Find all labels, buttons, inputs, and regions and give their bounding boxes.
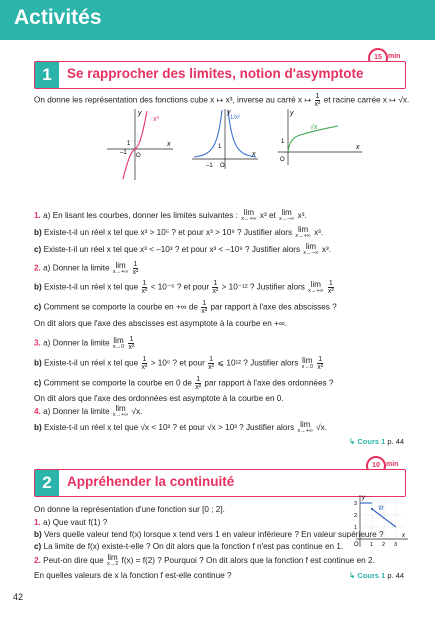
svg-text:1: 1 xyxy=(127,141,131,147)
course-reference-1[interactable]: ↳ Cours 1 p. 44 xyxy=(349,437,405,446)
s2-question-1c: c) La limite de f(x) existe-t-elle ? On dit alors que la fonction f n'est pas continue en 1. xyxy=(34,542,344,551)
svg-text:3: 3 xyxy=(354,501,358,507)
course-reference-2[interactable]: ↳ Cours 1 p. 44 xyxy=(349,571,405,580)
s2-question-2: 2. Peut-on dire que lim x→2 f(x) = f(2) ? Pourquoi ? On dit alors que la fonction f est continue en 2. xyxy=(34,553,375,567)
svg-text:x: x xyxy=(167,141,171,148)
svg-text:O: O xyxy=(220,163,225,169)
svg-text:y: y xyxy=(362,495,365,501)
question-2b: b) Existe-t-il un réel x tel que $\frac{1}{\text{x²}}$ < 10⁻⁶ ? et pour $\frac{1}{\text{x²}}$ > 10⁻¹² ? Justifier alors lim x→+∞ $\frac{1}{\text{x²}}$ xyxy=(34,279,334,295)
cube-curve-label: x³ xyxy=(153,116,159,123)
graph-inverse-square xyxy=(190,107,260,172)
svg-text:x: x xyxy=(356,144,360,151)
page-number: 42 xyxy=(13,592,24,602)
svg-text:2: 2 xyxy=(354,513,358,519)
svg-text:x: x xyxy=(252,151,256,158)
svg-text:3: 3 xyxy=(394,542,398,548)
svg-text:1: 1 xyxy=(370,542,374,548)
sqrt-curve-label: √x xyxy=(310,124,318,131)
svg-text:O: O xyxy=(280,157,285,163)
graph-sqrt xyxy=(276,107,366,167)
section-1-intro: On donne les représentation des fonctions cube x ↦ x³, inverse au carré x ↦ $\frac{1}{\text{x²}}$ et racine carrée x ↦ √x. xyxy=(34,93,410,108)
section-number: 2 xyxy=(35,470,59,496)
stopwatch-icon: 15 xyxy=(368,48,388,68)
question-2c: c) Comment se comporte la courbe en +∞ de $\frac{1}{\text{x²}}$ par rapport à l'axe des abscisses ? xyxy=(34,300,337,315)
svg-text:–1: –1 xyxy=(120,150,127,156)
question-3b: b) Existe-t-il un réel x tel que $\frac{1}{\text{x²}}$ > 10⁶ ? et pour $\frac{1}{\text{x²}}$ ⩽ 10¹² ? Justifier alors lim x→0 $\frac{1}{\text{x²}}$ xyxy=(34,355,324,371)
stopwatch-icon: 10 xyxy=(366,456,386,476)
graph-continuity xyxy=(346,493,410,549)
section-number: 1 xyxy=(35,62,59,88)
question-1a: 1. a) En lisant les courbes, donner les limites suivantes : lim x→+∞ x³ et lim x→–∞ x³. xyxy=(34,208,307,222)
svg-text:1: 1 xyxy=(218,144,222,150)
page-title: Activités xyxy=(14,6,102,29)
s2-question-1a: 1. a) Que vaut f(1) ? xyxy=(34,518,108,527)
svg-text:2: 2 xyxy=(382,542,386,548)
timer-badge-1: 15 min xyxy=(368,48,402,66)
question-4a: 4. a) Donner la limite lim x→+∞ √x. xyxy=(34,404,143,418)
question-2d: On dit alors que l'axe des abscisses est asymptote à la courbe en +∞. xyxy=(34,319,287,328)
section-title: Appréhender la continuité xyxy=(67,474,235,489)
question-1b: b) Existe-t-il un réel x tel que x³ > 10⁵ ? et pour x³ > 10⁹ ? Justifier alors lim x→+∞ x³. xyxy=(34,225,324,239)
question-3d: On dit alors que l'axe des ordonnées est asymptote à la courbe en 0. xyxy=(34,394,284,403)
svg-text:y: y xyxy=(227,109,231,116)
svg-text:O: O xyxy=(354,542,359,548)
svg-text:O: O xyxy=(136,153,141,159)
inverse-square-curve-label: 1/x² xyxy=(230,115,241,121)
timer-badge-2: 10 min xyxy=(366,456,400,474)
graph-cube xyxy=(105,107,175,182)
arrow-icon: ↳ xyxy=(349,571,356,580)
header-band xyxy=(0,0,435,40)
svg-text:y: y xyxy=(138,110,142,117)
question-3c: c) Comment se comporte la courbe en 0 de $\frac{1}{\text{x²}}$ par rapport à l'axe des ordonnées ? xyxy=(34,376,334,391)
svg-text:x: x xyxy=(402,533,405,539)
section-1-header xyxy=(34,61,406,89)
svg-text:1: 1 xyxy=(354,525,358,531)
svg-text:–1: –1 xyxy=(206,163,213,169)
arrow-icon: ↳ xyxy=(349,437,356,446)
section-2-intro: On donne la représentation d'une fonction sur [0 ; 2]. xyxy=(34,505,225,514)
question-4b: b) Existe-t-il un réel x tel que √x < 10² ? et pour √x > 10³ ? Justifier alors lim x→+∞ √x. xyxy=(34,420,328,434)
section-title: Se rapprocher des limites, notion d'asymptote xyxy=(67,66,364,81)
question-2a: 2. a) Donner la limite lim x→+∞ $\frac{1}{\text{x²}}$ xyxy=(34,260,139,276)
svg-text:y: y xyxy=(290,110,294,117)
svg-text:1: 1 xyxy=(281,139,285,145)
s2-question-1b: b) Vers quelle valeur tend f(x) lorsque x tend vers 1 en valeur inférieure ? En valeur supérieure ? xyxy=(34,530,384,539)
s2-question-2-followup: En quelles valeurs de x la fonction f est-elle continue ? xyxy=(34,571,232,580)
question-3a: 3. a) Donner la limite lim x→0 $\frac{1}{\text{x²}}$ xyxy=(34,335,135,351)
curve-label: 𝒞f xyxy=(378,506,384,512)
question-1c: c) Existe-t-il un réel x tel que x³ < –10³ ? et pour x³ < –10⁹ ? Justifier alors lim x→–∞ x³. xyxy=(34,242,331,256)
